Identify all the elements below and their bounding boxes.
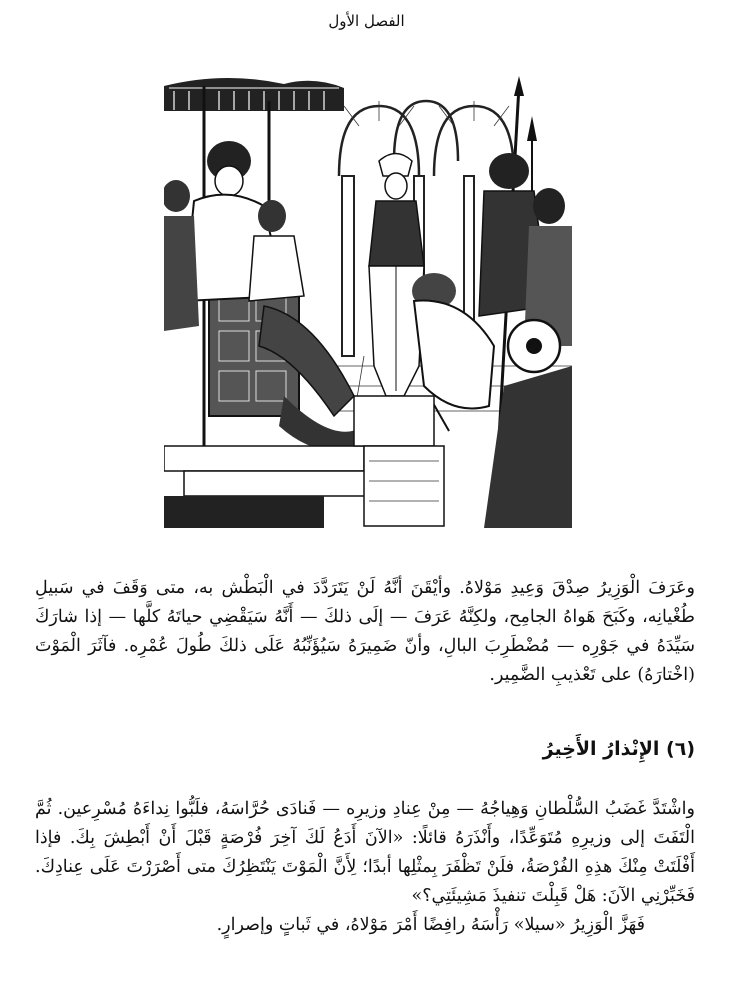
chapter-title: الفصل الأول bbox=[328, 12, 405, 30]
paragraph-2 bbox=[35, 795, 695, 940]
paragraph-2-text: واشْتَدَّ غَضَبُ السُّلْطانِ وَهِياجُهُ — مِنْ عِنادِ وزيرِه — فَنادَى حُرَّاسَهُ، فلَبُّوا نِداءَهُ مُسْرِعين. ثُمَّ الْتَفَتَ إلى وزيرِهِ مُتَوَعِّدًا، وأَنْذَرَهُ قائلًا: «الآنَ أَدَعُ لَكَ آخِرَ فُرْصَةٍ قَبْلَ أَنْ أَبْطِشَ بِكَ. فإذا أَفْلَتَتْ مِنْكَ هذِهِ الفُرْصَةُ، فلَنْ تَظْفَرَ بِمثْلِها أبدًا؛ لِأَنَّ الْمَوْتَ يَنْتَظِرُكَ متى أَصْرَرْتَ عَلَى عِنادِكَ. فَخَبِّرْنِي الآنَ: هَلْ قَبِلْتَ تنفيذَ مَشِيئَتِي؟» bbox=[35, 799, 695, 906]
paragraph-3: فَهَزَّ الْوَزِيرُ «سيلا» رَأْسَهُ رافِضًا أَمْرَ مَوْلاهُ، في ثَباتٍ وإصرارٍ. bbox=[216, 915, 645, 935]
paragraph-1: وعَرَفَ الْوَزِيرُ صِدْقَ وَعِيدِ مَوْلاهُ. وأيْقَنَ أنَّهُ لَنْ يَتَرَدَّدَ في الْبَطْش به، متى وَقَفَ في سَبيلِ طُغْيانِه، وكَبَحَ هَواهُ الجامِح، ولكِنَّهُ عَرَفَ — إلَى ذلكَ — أَنَّهُ سَيَقْضِي حياتَهُ كلَّها — إذا شارَكَ سَيِّدَهُ في جَوْرِه — مُضْطَرِبَ البالِ، وأنّ ضَمِيرَهُ سَيُؤَنِّبُهُ عَلَى ذلكَ طُولَ عُمْرِه. فآثَرَ الْمَوْتَ (اخْتارَهُ) على تَعْذيبِ الضَّمِير. bbox=[35, 578, 695, 685]
section-heading: (٦) الإِنْذارُ الأَخِيرُ bbox=[542, 738, 695, 760]
illustration bbox=[164, 66, 572, 528]
